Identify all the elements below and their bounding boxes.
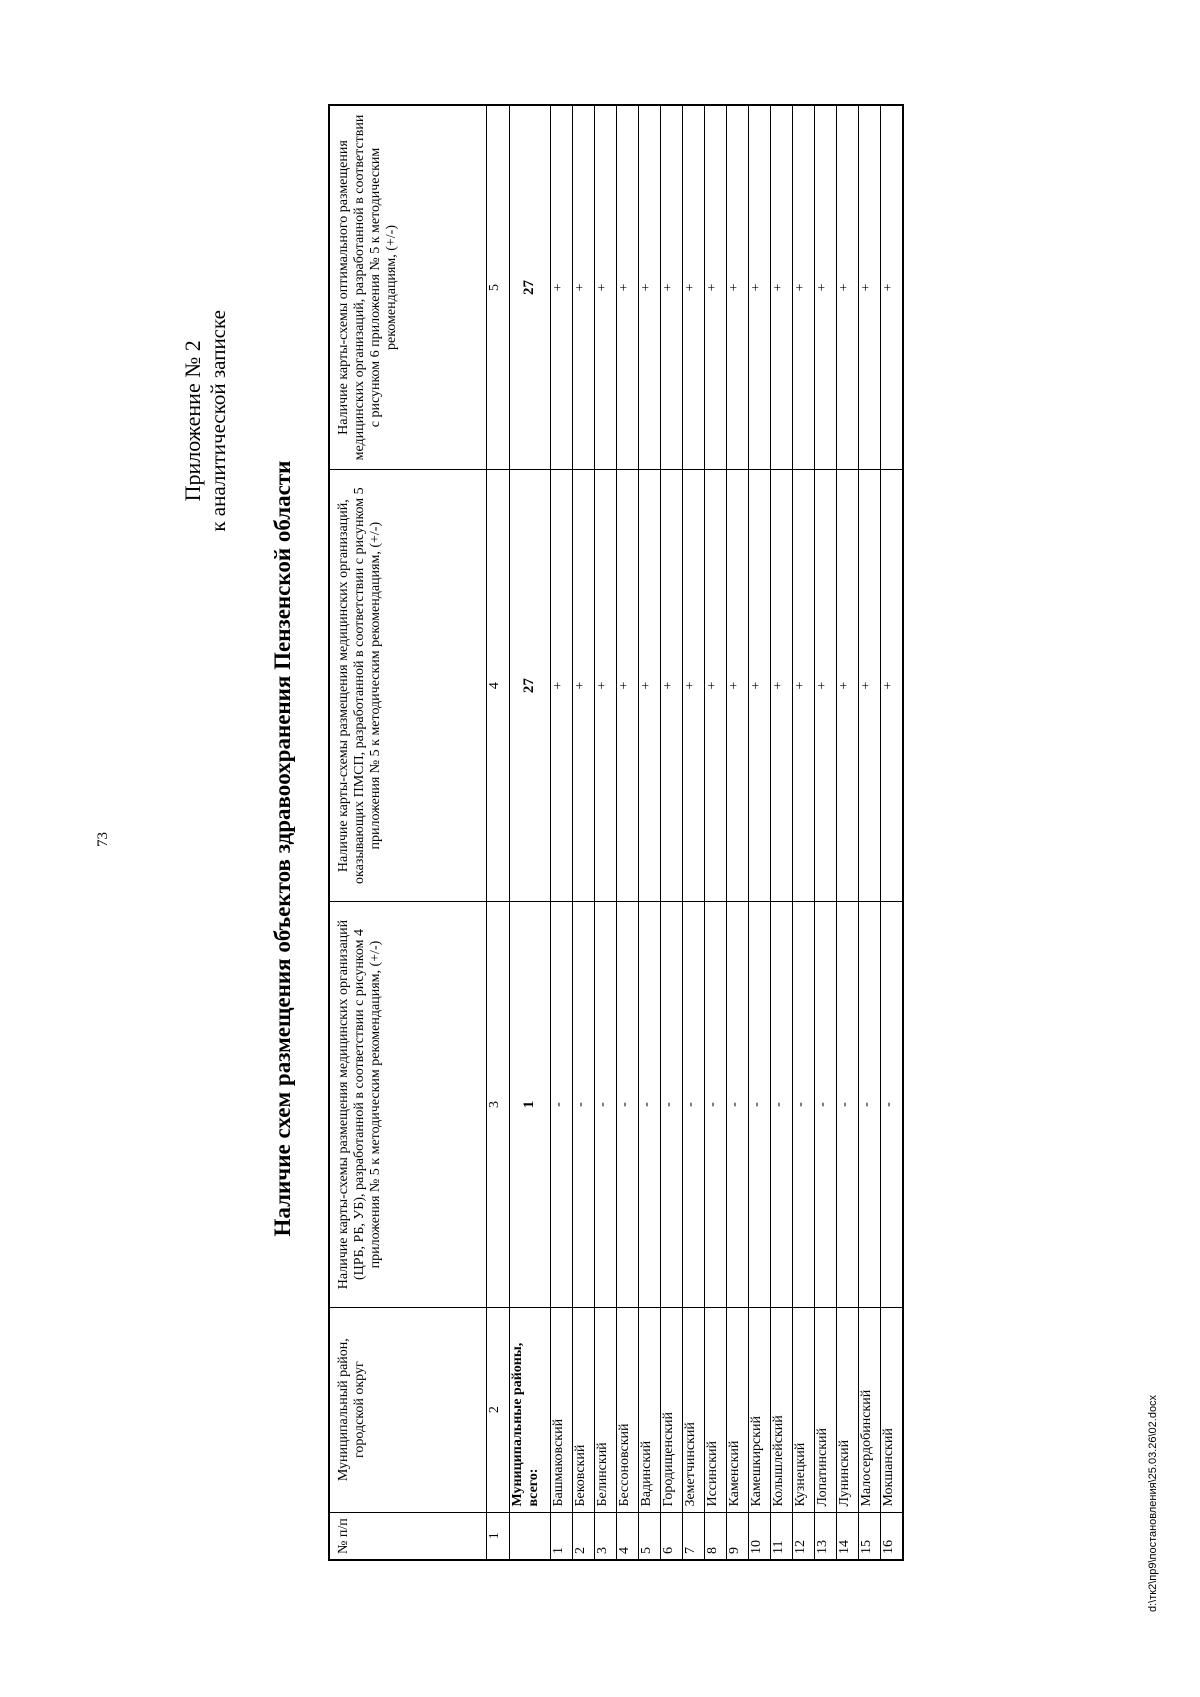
table-row: [595, 105, 617, 1560]
row-c3: -: [749, 902, 771, 1307]
column-number: 1: [487, 1512, 510, 1560]
appendix-line-1: Приложение № 2: [180, 340, 205, 502]
total-label: Муниципальные районы, всего:: [510, 1307, 551, 1512]
row-num: 10: [749, 1512, 771, 1560]
row-district: Башмаковский: [551, 1307, 573, 1512]
row-c5: +: [683, 105, 705, 470]
row-c5: +: [727, 105, 749, 470]
row-district: Бековский: [573, 1307, 595, 1512]
row-c5: +: [793, 105, 815, 470]
row-district: Бессоновский: [617, 1307, 639, 1512]
row-num: 12: [793, 1512, 815, 1560]
row-district: Камешкирский: [749, 1307, 771, 1512]
row-c5: +: [837, 105, 859, 470]
column-number: 5: [487, 105, 510, 470]
row-c4: +: [595, 470, 617, 902]
column-number-row: [487, 105, 510, 1560]
table-row: [683, 105, 705, 1560]
row-c4: +: [837, 470, 859, 902]
row-c3: -: [859, 902, 881, 1307]
table-row: [771, 105, 793, 1560]
header-map-crb: Наличие карты-схемы размещения медицинских организаций (ЦРБ, РБ, УБ), разработанной в соответствии с рисунком 4 приложения № 5 к методическим рекомендациям, (+/-): [329, 902, 487, 1307]
row-district: Вадинский: [639, 1307, 661, 1512]
row-c3: -: [837, 902, 859, 1307]
row-c4: +: [573, 470, 595, 902]
row-district: Колышлейский: [771, 1307, 793, 1512]
row-c5: +: [881, 105, 904, 470]
row-c3: -: [793, 902, 815, 1307]
row-c3: -: [815, 902, 837, 1307]
row-c4: +: [881, 470, 904, 902]
row-c3: -: [617, 902, 639, 1307]
row-c5: +: [551, 105, 573, 470]
header-map-optimal: Наличие карты-схемы оптимального размещения медицинских организаций, разработанной в соответствии с рисунком 6 приложения № 5 к методическим рекомендациям, (+/-): [329, 105, 487, 470]
row-c4: +: [705, 470, 727, 902]
row-c5: +: [749, 105, 771, 470]
row-district: Лунинский: [837, 1307, 859, 1512]
row-num: 8: [705, 1512, 727, 1560]
row-num: 11: [771, 1512, 793, 1560]
row-c4: +: [793, 470, 815, 902]
total-num: [510, 1512, 551, 1560]
total-c4: 27: [510, 470, 551, 902]
table-row: [881, 105, 904, 1560]
row-num: 1: [551, 1512, 573, 1560]
row-c3: -: [705, 902, 727, 1307]
table-row: [837, 105, 859, 1560]
row-num: 4: [617, 1512, 639, 1560]
appendix-line-2: к аналитической записке: [206, 310, 231, 532]
row-num: 5: [639, 1512, 661, 1560]
row-c4: +: [771, 470, 793, 902]
table-header-row: [329, 105, 487, 1560]
total-c3: 1: [510, 902, 551, 1307]
row-num: 13: [815, 1512, 837, 1560]
total-row: [510, 105, 551, 1560]
row-c4: +: [617, 470, 639, 902]
table-row: [727, 105, 749, 1560]
row-c5: +: [617, 105, 639, 470]
total-c5: 27: [510, 105, 551, 470]
header-map-pmsp: Наличие карты-схемы размещения медицинских организаций, оказывающих ПМСП, разработанной в соответствии с рисунком 5 приложения № 5 к методическим рекомендациям, (+/-): [329, 470, 487, 902]
row-num: 7: [683, 1512, 705, 1560]
table-row: [705, 105, 727, 1560]
column-number: 3: [487, 902, 510, 1307]
row-c3: -: [661, 902, 683, 1307]
row-c4: +: [749, 470, 771, 902]
health-facilities-table: [328, 104, 904, 1561]
row-c5: +: [639, 105, 661, 470]
row-c4: +: [815, 470, 837, 902]
row-district: Мокшанский: [881, 1307, 904, 1512]
header-district: Муниципальный район, городской округ: [329, 1307, 487, 1512]
row-c3: -: [727, 902, 749, 1307]
row-district: Кузнецкий: [793, 1307, 815, 1512]
row-c5: +: [815, 105, 837, 470]
table-row: [793, 105, 815, 1560]
row-num: 6: [661, 1512, 683, 1560]
row-district: Земетчинский: [683, 1307, 705, 1512]
row-c5: +: [661, 105, 683, 470]
column-number: 2: [487, 1307, 510, 1512]
table-row: [815, 105, 837, 1560]
row-c3: -: [595, 902, 617, 1307]
row-c3: -: [771, 902, 793, 1307]
row-c5: +: [595, 105, 617, 470]
table-row: [551, 105, 573, 1560]
row-c5: +: [705, 105, 727, 470]
row-num: 15: [859, 1512, 881, 1560]
row-c5: +: [859, 105, 881, 470]
table-row: [639, 105, 661, 1560]
row-c3: -: [573, 902, 595, 1307]
row-c4: +: [639, 470, 661, 902]
table-row: [617, 105, 639, 1560]
row-district: Каменский: [727, 1307, 749, 1512]
row-c4: +: [551, 470, 573, 902]
document-title: Наличие схем размещения объектов здравоохранения Пензенской области: [270, 460, 295, 1237]
row-c4: +: [859, 470, 881, 902]
table-row: [749, 105, 771, 1560]
column-number: 4: [487, 470, 510, 902]
row-c3: -: [683, 902, 705, 1307]
row-num: 2: [573, 1512, 595, 1560]
row-district: Городищенский: [661, 1307, 683, 1512]
row-district: Белинский: [595, 1307, 617, 1512]
row-c5: +: [573, 105, 595, 470]
table-row: [573, 105, 595, 1560]
appendix-caption: [180, 310, 232, 532]
row-num: 9: [727, 1512, 749, 1560]
row-num: 3: [595, 1512, 617, 1560]
header-num: № п/п: [329, 1512, 487, 1560]
footer-file-path: d:\тк2\пр9\постановления\25.03.26\02.docx: [1147, 1394, 1159, 1612]
row-num: 16: [881, 1512, 904, 1560]
table-row: [661, 105, 683, 1560]
row-c4: +: [727, 470, 749, 902]
row-district: Лопатинский: [815, 1307, 837, 1512]
row-district: Малосердобинский: [859, 1307, 881, 1512]
page-number: 73: [95, 832, 111, 847]
row-c5: +: [771, 105, 793, 470]
row-c3: -: [551, 902, 573, 1307]
row-district: Иссинский: [705, 1307, 727, 1512]
table-row: [859, 105, 881, 1560]
row-c4: +: [661, 470, 683, 902]
row-num: 14: [837, 1512, 859, 1560]
row-c3: -: [881, 902, 904, 1307]
row-c4: +: [683, 470, 705, 902]
row-c3: -: [639, 902, 661, 1307]
